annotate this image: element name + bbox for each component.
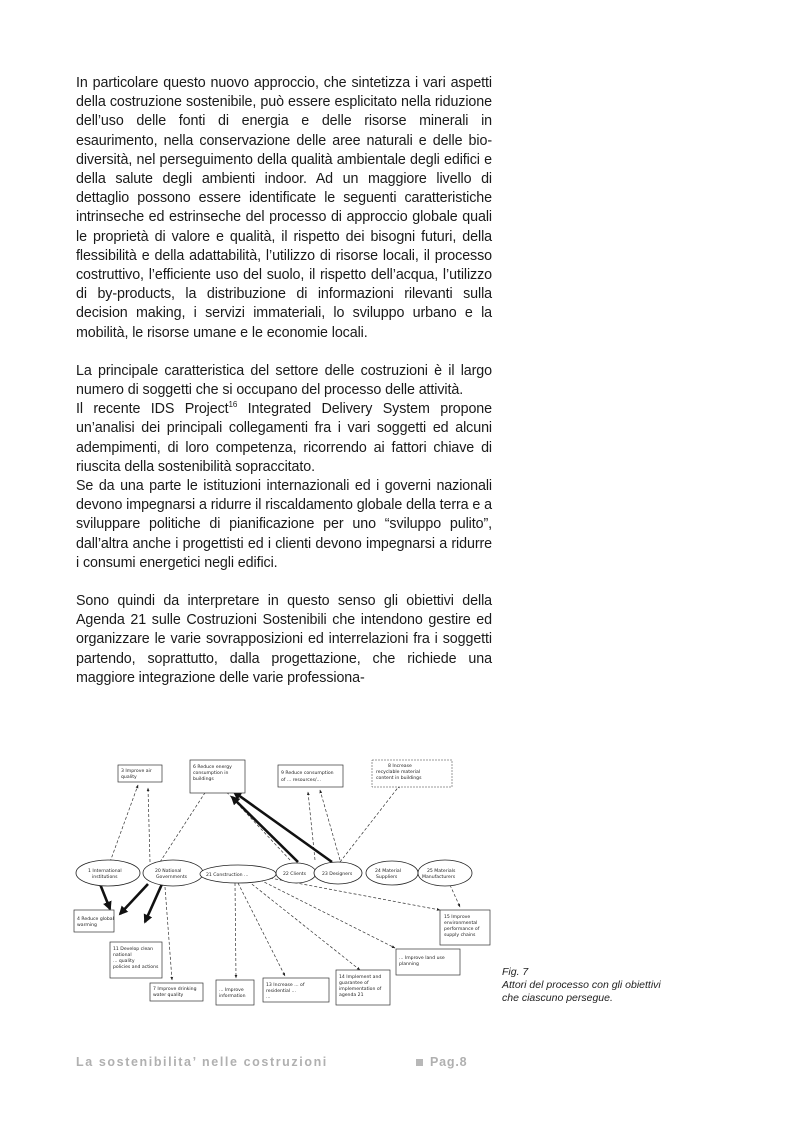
actor-label: Suppliers	[376, 875, 398, 880]
paragraph-4: Se da una parte le istituzioni internazionali ed i governi nazionali devono impegnarsi a ridurre il riscaldamento globale della terra e a sviluppare politiche di pianificazione per uno “sviluppo pulito”, dall’altra anche i progettisti ed i clienti devono impegnarsi a ridurre i consumi energetici negli edifici.	[76, 478, 492, 571]
goal-label: planning	[399, 962, 419, 967]
goal-box-land-use	[396, 949, 460, 975]
actor-clients	[276, 863, 316, 883]
goal-label: ... quality	[113, 959, 135, 964]
goal-box-improve-air	[118, 765, 162, 782]
page-number: Pag.8	[430, 1055, 468, 1069]
goal-label: 14 Implement and	[339, 975, 382, 980]
goal-label: policies and actions	[113, 965, 159, 970]
goal-label: 8 Increase	[388, 764, 412, 769]
paragraph-1: In particolare questo nuovo approccio, che sintetizza i vari aspetti della costruzione sostenibile, può essere esplicitato nella riduzione dell’uso delle fonti di energia e delle risorse minerali in esaurimento, nella conservazione delle aree naturali e delle bio-diversità, nel perseguimento della qualità ambientale degli edifici e della salute degli ambienti indoor. Ad un maggiore livello di dettaglio possono essere identificate le seguenti caratteristiche intrinseche ed estrinseche del processo di approccio globale quali le proprietà di valore e qualità, il rispetto dei bisogni futuri, della flessibilità e della adattabilità, l’utilizzo di risorse locali, il processo costruttivo, l’efficiente uso del suolo, il rispetto dell’acqua, l’utilizzo di by-products, la distribuzione di informazioni rilevanti sulla decision making, i servizi immateriali, lo sviluppo urbano e la mobilità, le risorse umane e le economie locali.	[76, 75, 492, 341]
goal-label: residential ...	[266, 989, 296, 994]
goal-box-reduce-consumption	[278, 765, 343, 787]
paragraph-5: Sono quindi da interpretare in questo senso gli obiettivi della Agenda 21 sulle Costruzioni Sostenibili che intendono gestire ed organizzare le varie sovrapposizioni ed interrelazioni fra i soggetti partendo, soprattutto, dalla progettazione, che richiede una maggiore integrazione delle varie professiona-	[76, 593, 492, 686]
goal-label: quality	[121, 775, 137, 780]
caption-line-2: che ciascuno persegue.	[502, 992, 613, 1004]
caption-line-1: Attori del processo con gli obiettivi	[502, 979, 661, 991]
goal-label: 6 Reduce energy	[193, 765, 232, 770]
goal-label: information	[219, 994, 246, 999]
goal-label: national	[113, 953, 132, 958]
actor-label: 20 National	[155, 869, 182, 874]
goal-label: warming	[77, 923, 97, 928]
actor-label: 21 Construction ...	[206, 873, 249, 878]
actor-label: institutions	[92, 875, 118, 880]
goal-label: 13 Increase ... of	[266, 983, 305, 988]
actor-label: 1 International	[88, 869, 122, 874]
goal-label: content in buildings	[376, 776, 422, 781]
actor-label: 24 Material	[375, 869, 401, 874]
goal-label: 15 Improve	[444, 915, 471, 920]
goal-label: environmental	[444, 921, 478, 926]
body-text	[76, 74, 492, 688]
process-actors-diagram	[70, 752, 500, 1014]
paragraph-3	[76, 400, 492, 477]
actor-materials-manufacturers	[418, 860, 472, 886]
goal-box-information	[216, 980, 254, 1005]
goal-box-national-policies	[110, 942, 162, 978]
goal-label: water quality	[153, 993, 184, 998]
goal-box-residential	[263, 978, 329, 1002]
actor-label: Governments	[156, 875, 188, 880]
goal-label: agenda 21	[339, 993, 364, 998]
paragraph-3-start: Il recente IDS Project	[76, 401, 229, 418]
paragraph-3-end: Integrated Delivery System propone un’analisi dei principali collegamenti fra i vari soggetti ed alcuni adempimenti, di loro competenza, ricorrendo ai fattori chiave di riuscita della sostenibilità sopraccitato.	[76, 401, 493, 475]
goal-label: recyclable material	[376, 770, 421, 775]
goal-box-recyclable	[372, 760, 452, 787]
goal-label: ...	[266, 995, 271, 1000]
goal-label: consumption in	[193, 771, 229, 776]
goal-label: 11 Develop clean	[113, 947, 154, 952]
goal-box-supply-chains	[440, 910, 490, 945]
footer-square-icon	[416, 1059, 423, 1066]
actor-national-governments	[143, 860, 203, 886]
actor-construction	[200, 865, 276, 883]
figure-caption	[502, 966, 702, 1005]
goal-box-global-warming	[74, 910, 114, 932]
goal-label: supply chains	[444, 933, 476, 938]
goal-box-agenda21	[336, 970, 390, 1005]
goal-label: implementation of	[339, 987, 382, 992]
actor-material-suppliers	[366, 861, 418, 885]
actor-label: 22 Clients	[283, 872, 306, 877]
goal-label: ... Improve	[219, 988, 244, 993]
paragraph-2: La principale caratteristica del settore delle costruzioni è il largo numero di soggetti che si occupano del processo delle attività.	[76, 362, 492, 399]
actor-label: 23 Designers	[322, 872, 353, 877]
actor-label: 25 Materials	[427, 869, 456, 874]
goal-label: 9 Reduce consumption	[281, 771, 334, 776]
goal-label: guarantee of	[339, 981, 369, 986]
figure-label: Fig. 7	[502, 966, 529, 978]
goal-box-reduce-energy	[190, 760, 245, 793]
goal-label: performance of	[444, 927, 480, 932]
goal-label: ... Improve land use	[399, 956, 445, 961]
goal-label: 4 Reduce global	[77, 917, 114, 922]
goal-box-drinking-water	[150, 983, 203, 1001]
actor-designers	[314, 862, 362, 884]
goal-label: 7 Improve drinking	[153, 987, 197, 992]
actor-label: Manufacturers	[422, 875, 456, 880]
footnote-ref[interactable]: 16	[228, 400, 238, 410]
goal-label: of ... resources/...	[281, 778, 321, 783]
goal-label: 3 Improve air	[121, 769, 152, 774]
footer-title: La sostenibilita’ nelle costruzioni	[76, 1055, 328, 1069]
actor-international-institutions	[76, 860, 140, 886]
goal-label: buildings	[193, 777, 214, 782]
